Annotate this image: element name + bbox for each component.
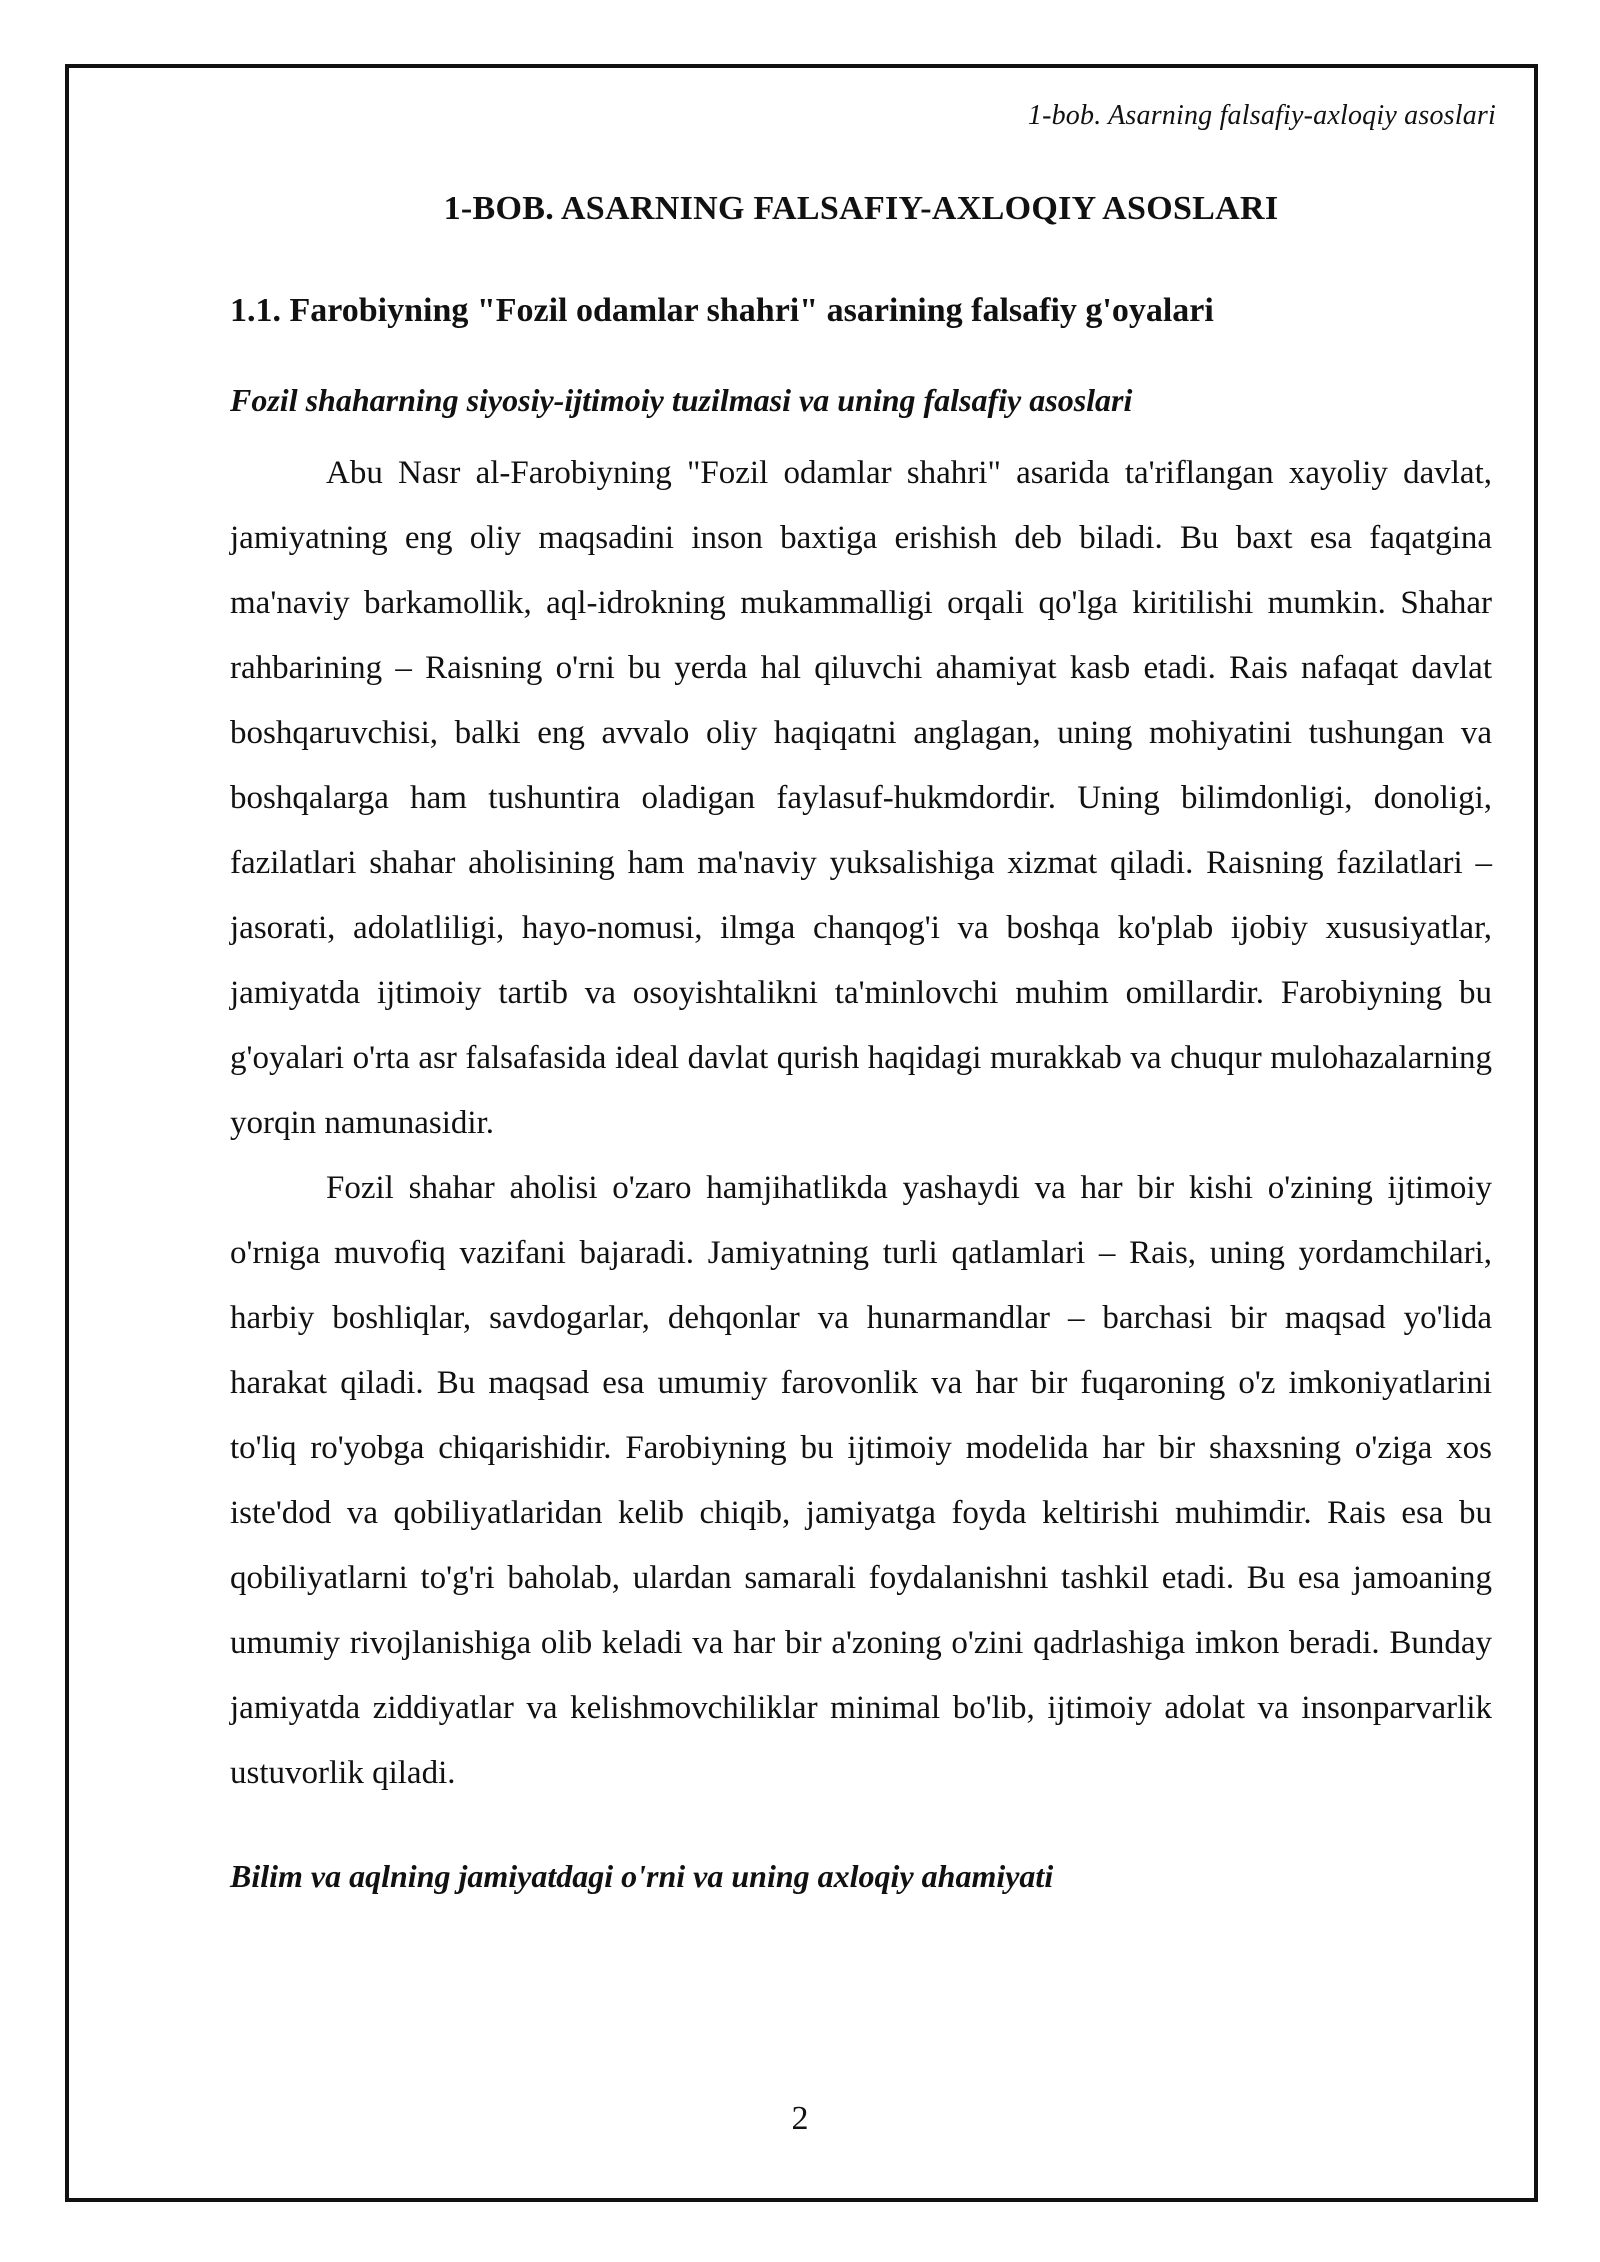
subsection-title: Bilim va aqlning jamiyatdagi o'rni va uning axloqiy ahamiyati bbox=[230, 1858, 1054, 1894]
running-header: 1-bob. Asarning falsafiy-axloqiy asoslari bbox=[1027, 100, 1496, 131]
page-content bbox=[230, 190, 1492, 1895]
subsection-title: Fozil shaharning siyosiy-ijtimoiy tuzilmasi va uning falsafiy asoslari bbox=[230, 382, 1133, 418]
body-paragraph: Fozil shahar aholisi o'zaro hamjihatlikda yashaydi va har bir kishi o'zining ijtimoiy o'rniga muvofiq vazifani bajaradi. Jamiyatning turli qatlamlari – Rais, uning yordamchilari, harbiy boshliqlar, savdogarlar, dehqonlar va hunarmandlar – barchasi bir maqsad yo'lida harakat qiladi. Bu maqsad esa umumiy farovonlik va har bir fuqaroning o'z imkoniyatlarini to'liq ro'yobga chiqarishidir. Farobiyning bu ijtimoiy modelida har bir shaxsning o'ziga xos iste'dod va qobiliyatlaridan kelib chiqib, jamiyatga foyda keltirishi muhimdir. Rais esa bu qobiliyatlarni to'g'ri baholab, ulardan samarali foydalanishni tashkil etadi. Bu esa jamoaning umumiy rivojlanishiga olib keladi va har bir a'zoning o'zini qadrlashiga imkon beradi. Bunday jamiyatda ziddiyatlar va kelishmovchiliklar minimal bo'lib, ijtimoiy adolat va insonparvarlik ustuvorlik qiladi. bbox=[230, 1170, 1492, 1791]
page-number: 2 bbox=[791, 2100, 809, 2137]
body-paragraph: Abu Nasr al-Farobiyning "Fozil odamlar shahri" asarida ta'riflangan xayoliy davlat, jamiyatning eng oliy maqsadini inson baxtiga erishish deb biladi. Bu baxt esa faqatgina ma'naviy barkamollik, aql-idrokning mukammalligi orqali qo'lga kiritilishi mumkin. Shahar rahbarining – Raisning o'rni bu yerda hal qiluvchi ahamiyat kasb etadi. Rais nafaqat davlat boshqaruvchisi, balki eng avvalo oliy haqiqatni anglagan, uning mohiyatini tushungan va boshqalarga ham tushuntira oladigan faylasuf-hukmdordir. Uning bilimdonligi, donoligi, fazilatlari shahar aholisining ham ma'naviy yuksalishiga xizmat qiladi. Raisning fazilatlari – jasorati, adolatliligi, hayo-nomusi, ilmga chanqog'i va boshqa ko'plab ijobiy xususiyatlar, jamiyatda ijtimoiy tartib va osoyishtalikni ta'minlovchi muhim omillardir. Farobiyning bu g'oyalari o'rta asr falsafasida ideal davlat qurish haqidagi murakkab va chuqur mulohazalarning yorqin namunasidir. bbox=[230, 455, 1492, 1141]
section-title: 1.1. Farobiyning "Fozil odamlar shahri" asarining falsafiy g'oyalari bbox=[230, 292, 1214, 329]
chapter-title: 1-BOB. ASARNING FALSAFIY-AXLOQIY ASOSLARI bbox=[443, 190, 1279, 227]
